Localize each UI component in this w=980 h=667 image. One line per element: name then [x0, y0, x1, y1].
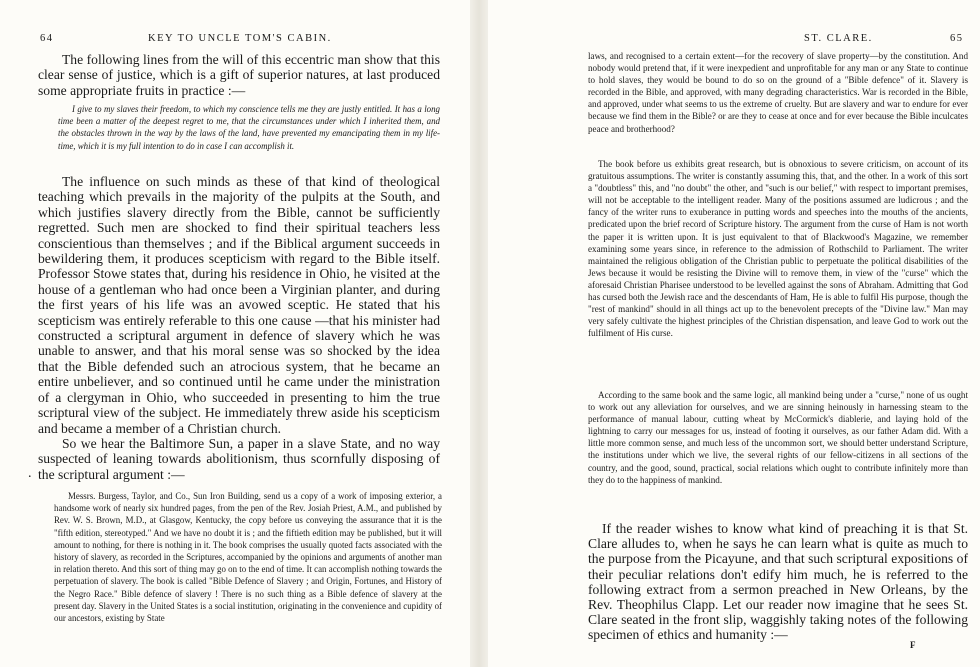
influence-paragraph: The influence on such minds as these of that kind of theological teaching which prevails in the majority of the pulpits at the South, and which justifies slavery directly from the Bible, cannot be sufficiently regretted. Such men are shocked to find their spiritual teachers less conscientious than themselves ; and if the Biblical argument succeeds in bewildering them, it produces scepticism with regard to the Bible itself. Professor Stowe states that, during his residence in Ohio, he visited at the house of a gentleman who had once been a Virginian planter, and during the first years of his life was an avowed sceptic. He stated that his scepticism was entirely referable to this one cause —that his minister had constructed a scriptural argument in defence of slavery which he was unable to answer, and that his moral sense was so shocked by the idea that the Bible defended such an atrocious system, that he became an entire unbeliever, and so continued until he came under the ministration of a clergyman in Ohio, who succeeded in presenting to him the true scriptural view of the subject. He immediately threw aside his scepticism and became a member of a Christian church.: [38, 174, 440, 436]
left-running-head: KEY TO UNCLE TOM'S CABIN.: [148, 33, 332, 44]
right-page: [492, 0, 980, 667]
will-quote: I give to my slaves their freedom, to which my conscience tells me they are justly entitled. It has a long time been a matter of the deepest regret to me, that the circumstances under which I inherited them, and the obstacles thrown in the way by the laws of the land, have prevented my emancipating them in my life-time, which it is my full intention to do in case I can accomplish it.: [58, 104, 440, 151]
baltimore-paragraph: So we hear the Baltimore Sun, a paper in a slave State, and no way suspected of leaning towards abolitionism, thus scornfully disposing of the scriptural argument :—: [38, 436, 440, 482]
intro-paragraph: The following lines from the will of this eccentric man show that this clear sense of justice, which is a gift of superior natures, at last produced some appropriate fruits in practice :—: [38, 52, 440, 98]
book-gutter: [470, 0, 488, 667]
continuation-paragraph: laws, and recognised to a certain extent—for the recovery of slave property—by the constitution. And nobody would pretend that, if it were inexpedient and unprofitable for any man or any State to continue to hold slaves, they would be bound to do so on the ground of a "Bible defence" of it. Slavery is recorded in the Bible, and approved, with many degrading characteristics. War is recorded in the Bible, and approved, under what seems to us the extreme of cruelty. But are slavery and war to endure for ever because we find them in the Bible? or are they to cease at once and for ever because the Bible inculcates peace and brotherhood?: [588, 51, 968, 134]
right-running-head: ST. CLARE.: [804, 33, 873, 44]
left-page-number: 64: [40, 33, 54, 44]
reader-paragraph: If the reader wishes to know what kind of preaching it is that St. Clare alludes to, when he says he can learn what is quite as much to the purpose from the Picayune, and that such scriptural expositions of their peculiar relations don't edify him much, he is referred to the following extract from a sermon preached in New Orleans, by the Rev. Theophilus Clapp. Let our reader now imagine that he sees St. Clare seated in the front slip, waggishly taking notes of the following specimen of ethics and humanity :—: [588, 521, 968, 643]
signature-mark: F: [910, 640, 916, 650]
book-paragraph: The book before us exhibits great research, but is obnoxious to severe criticism, on account of its gratuitous assumptions. The writer is constantly assuming this, that, and the other. In a work of this sort a "doubtless" this, and "no doubt" the other, and "such is our belief," with respect to important premises, will not be acceptable to the intelligent reader. Many of the positions assumed are ludicrous ; and the fancy of the writer runs to exuberance in putting words and speeches into the mouths of the ancients, predicated upon the brief record of Scripture history. The argument from the curse of Ham is not worth the paper it is written upon. It is just equivalent to that of Blackwood's Magazine, we remember examining some years since, in reference to the admission of Rothschild to Parliament. The writer maintained the religious obligation of the Christian public to perpetuate the political disabilities of the Jews because it would be resisting the Divine will to remove them, in view of the "curse" which the aforesaid Christian Pharisee understood to be levelled against the sons of Abraham. Admitting that God has cursed both the Jewish race and the descendants of Ham, He is able to fulfil His purpose, though the "rest of mankind" should in all things act up to the benevolent precepts of the "Divine law." Man may very safely cultivate the highest principles of the Christian dispensation, and leave God to work out the fulfilment of His curse.: [588, 159, 968, 339]
right-page-number: 65: [950, 33, 964, 44]
left-page: [0, 0, 466, 667]
logic-paragraph: According to the same book and the same logic, all mankind being under a "curse," none of us ought to work out any alleviation for ourselves, and we are sinning heinously in harnessing steam to the performance of manual labour, cutting wheat by McCormick's diablerie, and laying hold of the lightning to carry our messages for us, instead of footing it ourselves, as our father Adam did. With a little more common sense, and much less of the uncommon sort, we should better understand Scripture, the institutions under which we live, the several rights of our fellow-citizens in all sections of the country, and the good, sound, practical, social relations which ought to contribute infinitely more than they do to the happiness of mankind.: [588, 390, 968, 485]
margin-mark: .: [28, 466, 32, 481]
sun-quote: Messrs. Burgess, Taylor, and Co., Sun Iron Building, send us a copy of a work of imposing exterior, a handsome work of nearly six hundred pages, from the pen of the Rev. Josiah Priest, A.M., and published by Rev. W. S. Brown, M.D., at Glasgow, Kentucky, the copy before us conveying the assurance that it is the "fifth edition, stereotyped." And we have no doubt it is ; and the fiftieth edition may be published, but it will amount to nothing, for there is nothing in it. The book comprises the usually quoted facts associated with the history of slavery, as recorded in the Scriptures, accompanied by the opinions and arguments of another man in relation thereto. And this sort of thing may go on to the end of time. It can accomplish nothing towards the perpetuation of slavery. The book is called "Bible Defence of Slavery ; and Origin, Fortunes, and History of the Negro Race." Bible defence of slavery ! There is no such thing as a Bible defence of slavery at the present day. Slavery in the United States is a social institution, originating in the convenience and cupidity of our ancestors, existing by State: [54, 491, 442, 624]
